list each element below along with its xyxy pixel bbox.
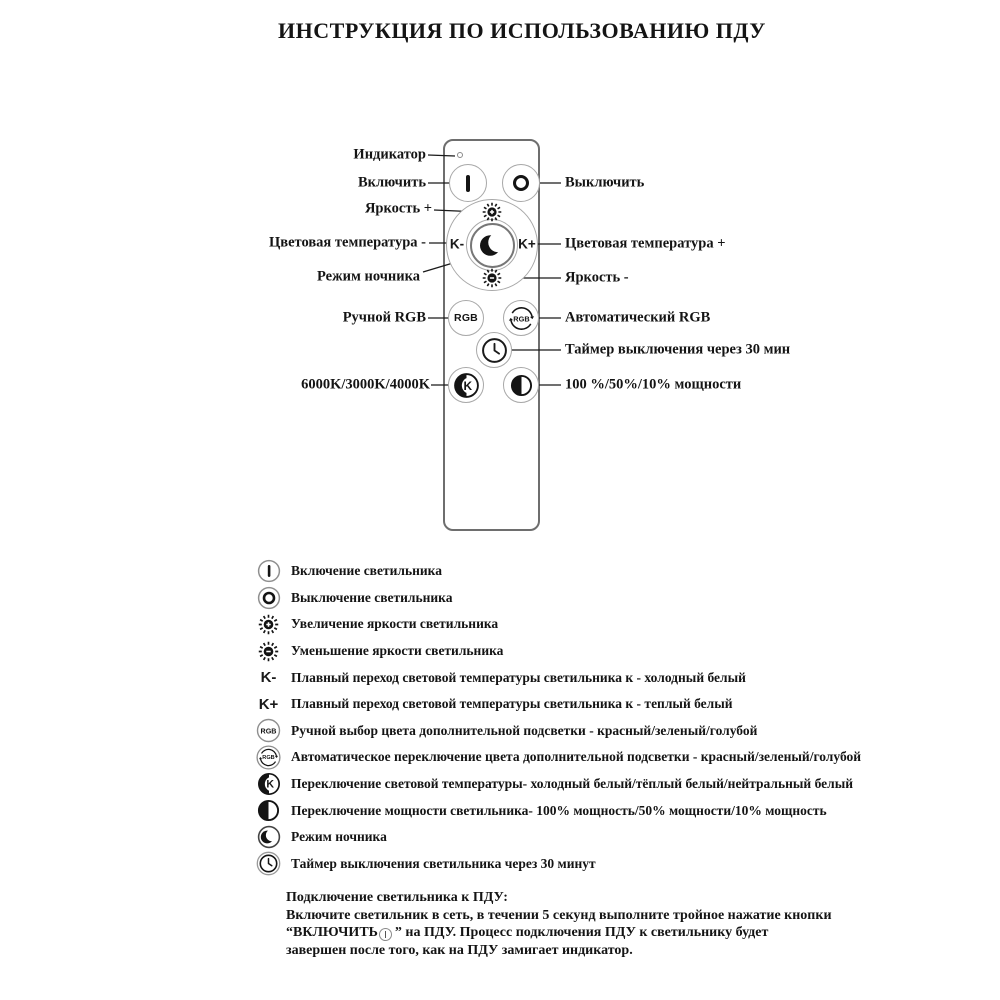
label-timer: Таймер выключения через 30 мин xyxy=(565,341,791,358)
remote-button-on xyxy=(449,164,487,202)
timer-icon xyxy=(481,337,508,364)
legend-list xyxy=(253,558,913,877)
label-brightness-down: Яркость - xyxy=(565,269,629,286)
pairing-line-2: Включите светильник в сеть, в течении 5 секунд выполните тройное нажатие кнопки xyxy=(286,907,832,923)
svg-text:RGB: RGB xyxy=(262,754,275,761)
remote-button-night xyxy=(470,223,515,268)
svg-text:RGB: RGB xyxy=(512,314,530,324)
remote-button-color-temp-toggle xyxy=(448,367,484,403)
legend-row-night-mode: Режим ночника xyxy=(253,824,913,851)
legend-row-manual-rgb: RGB Ручной выбор цвета дополнительной подсветки - красный/зеленый/голубой xyxy=(253,718,913,745)
sun-minus-icon xyxy=(481,267,503,289)
label-kelvin-presets: 6000K/3000K/4000K xyxy=(301,376,430,393)
page-title: ИНСТРУКЦИЯ ПО ИСПОЛЬЗОВАНИЮ ПДУ xyxy=(278,18,766,43)
power-on-icon xyxy=(253,559,284,583)
power-level-icon xyxy=(510,374,533,397)
remote-button-manual-rgb xyxy=(448,300,484,336)
rgb-auto-icon xyxy=(253,745,284,770)
remote-button-power-level xyxy=(503,367,539,403)
legend-row-brightness-up: Увеличение яркости светильника xyxy=(253,611,913,638)
power-off-icon xyxy=(253,586,284,610)
remote-button-k-plus: K+ xyxy=(518,236,536,252)
k-minus-label: K- xyxy=(260,669,277,687)
legend-row-k-minus: K- Плавный переход световой температуры светильника к - холодный белый xyxy=(253,664,913,691)
color-temp-toggle-icon xyxy=(453,372,480,399)
rgb-manual-icon xyxy=(253,718,284,743)
indicator-led xyxy=(457,152,463,158)
sun-plus-icon xyxy=(253,613,284,636)
label-indicator: Индикатор xyxy=(353,146,426,163)
remote-button-k-minus: K- xyxy=(449,236,465,252)
label-brightness-up: Яркость + xyxy=(364,200,432,217)
svg-text:RGB: RGB xyxy=(260,726,277,736)
power-level-icon xyxy=(253,799,284,822)
power-off-icon xyxy=(513,175,529,191)
pairing-instructions xyxy=(286,889,846,959)
label-color-temp-minus: Цветовая температура - xyxy=(268,234,426,251)
remote-button-timer xyxy=(476,332,512,368)
pairing-heading: Подключение светильника к ПДУ: xyxy=(286,890,508,905)
moon-icon xyxy=(253,825,284,849)
legend-row-brightness-down: Уменьшение яркости светильника xyxy=(253,638,913,665)
label-night-mode: Режим ночника xyxy=(317,268,420,285)
power-on-icon xyxy=(466,175,470,192)
label-auto-rgb: Автоматический RGB xyxy=(565,309,711,326)
rgb-label: RGB xyxy=(454,312,478,324)
color-temp-toggle-icon xyxy=(253,772,284,796)
label-on: Включить xyxy=(357,174,426,191)
moon-icon xyxy=(478,231,507,260)
sun-plus-icon xyxy=(481,201,503,223)
label-off: Выключить xyxy=(565,174,645,191)
legend-row-auto-rgb: RGB Автоматическое переключение цвета дополнительной подсветки - красный/зеленый/голубой xyxy=(253,744,913,771)
legend-row-color-temp-toggle: Переключение световой температуры- холодный белый/тёплый белый/нейтральный белый xyxy=(253,771,913,798)
k-plus-label: K+ xyxy=(258,695,279,713)
legend-row-k-plus: K+ Плавный переход световой температуры светильника к - теплый белый xyxy=(253,691,913,718)
pairing-line-4: завершен после того, как на ПДУ замигает индикатор. xyxy=(286,942,633,958)
remote-button-night-outer xyxy=(466,219,518,271)
timer-icon xyxy=(253,851,284,876)
label-power-presets: 100 %/50%/10% мощности xyxy=(565,376,742,393)
legend-row-timer: Таймер выключения светильника через 30 минут xyxy=(253,851,913,878)
legend-row-power-on: Включение светильника xyxy=(253,558,913,585)
remote-button-off xyxy=(502,164,540,202)
rgb-auto-icon xyxy=(505,302,538,335)
remote-button-auto-rgb xyxy=(503,300,539,336)
power-on-inline-icon xyxy=(379,928,392,941)
legend-row-power-level: Переключение мощности светильника- 100% мощность/50% мощности/10% мощность xyxy=(253,797,913,824)
label-manual-rgb: Ручной RGB xyxy=(342,309,426,326)
legend-row-power-off: Выключение светильника xyxy=(253,585,913,612)
sun-minus-icon xyxy=(253,640,284,663)
label-color-temp-plus: Цветовая температура + xyxy=(565,235,726,252)
pairing-line-3: “ВКЛЮЧИТЬ ” на ПДУ. Процесс подключения ПДУ к светильнику будет xyxy=(286,925,769,940)
